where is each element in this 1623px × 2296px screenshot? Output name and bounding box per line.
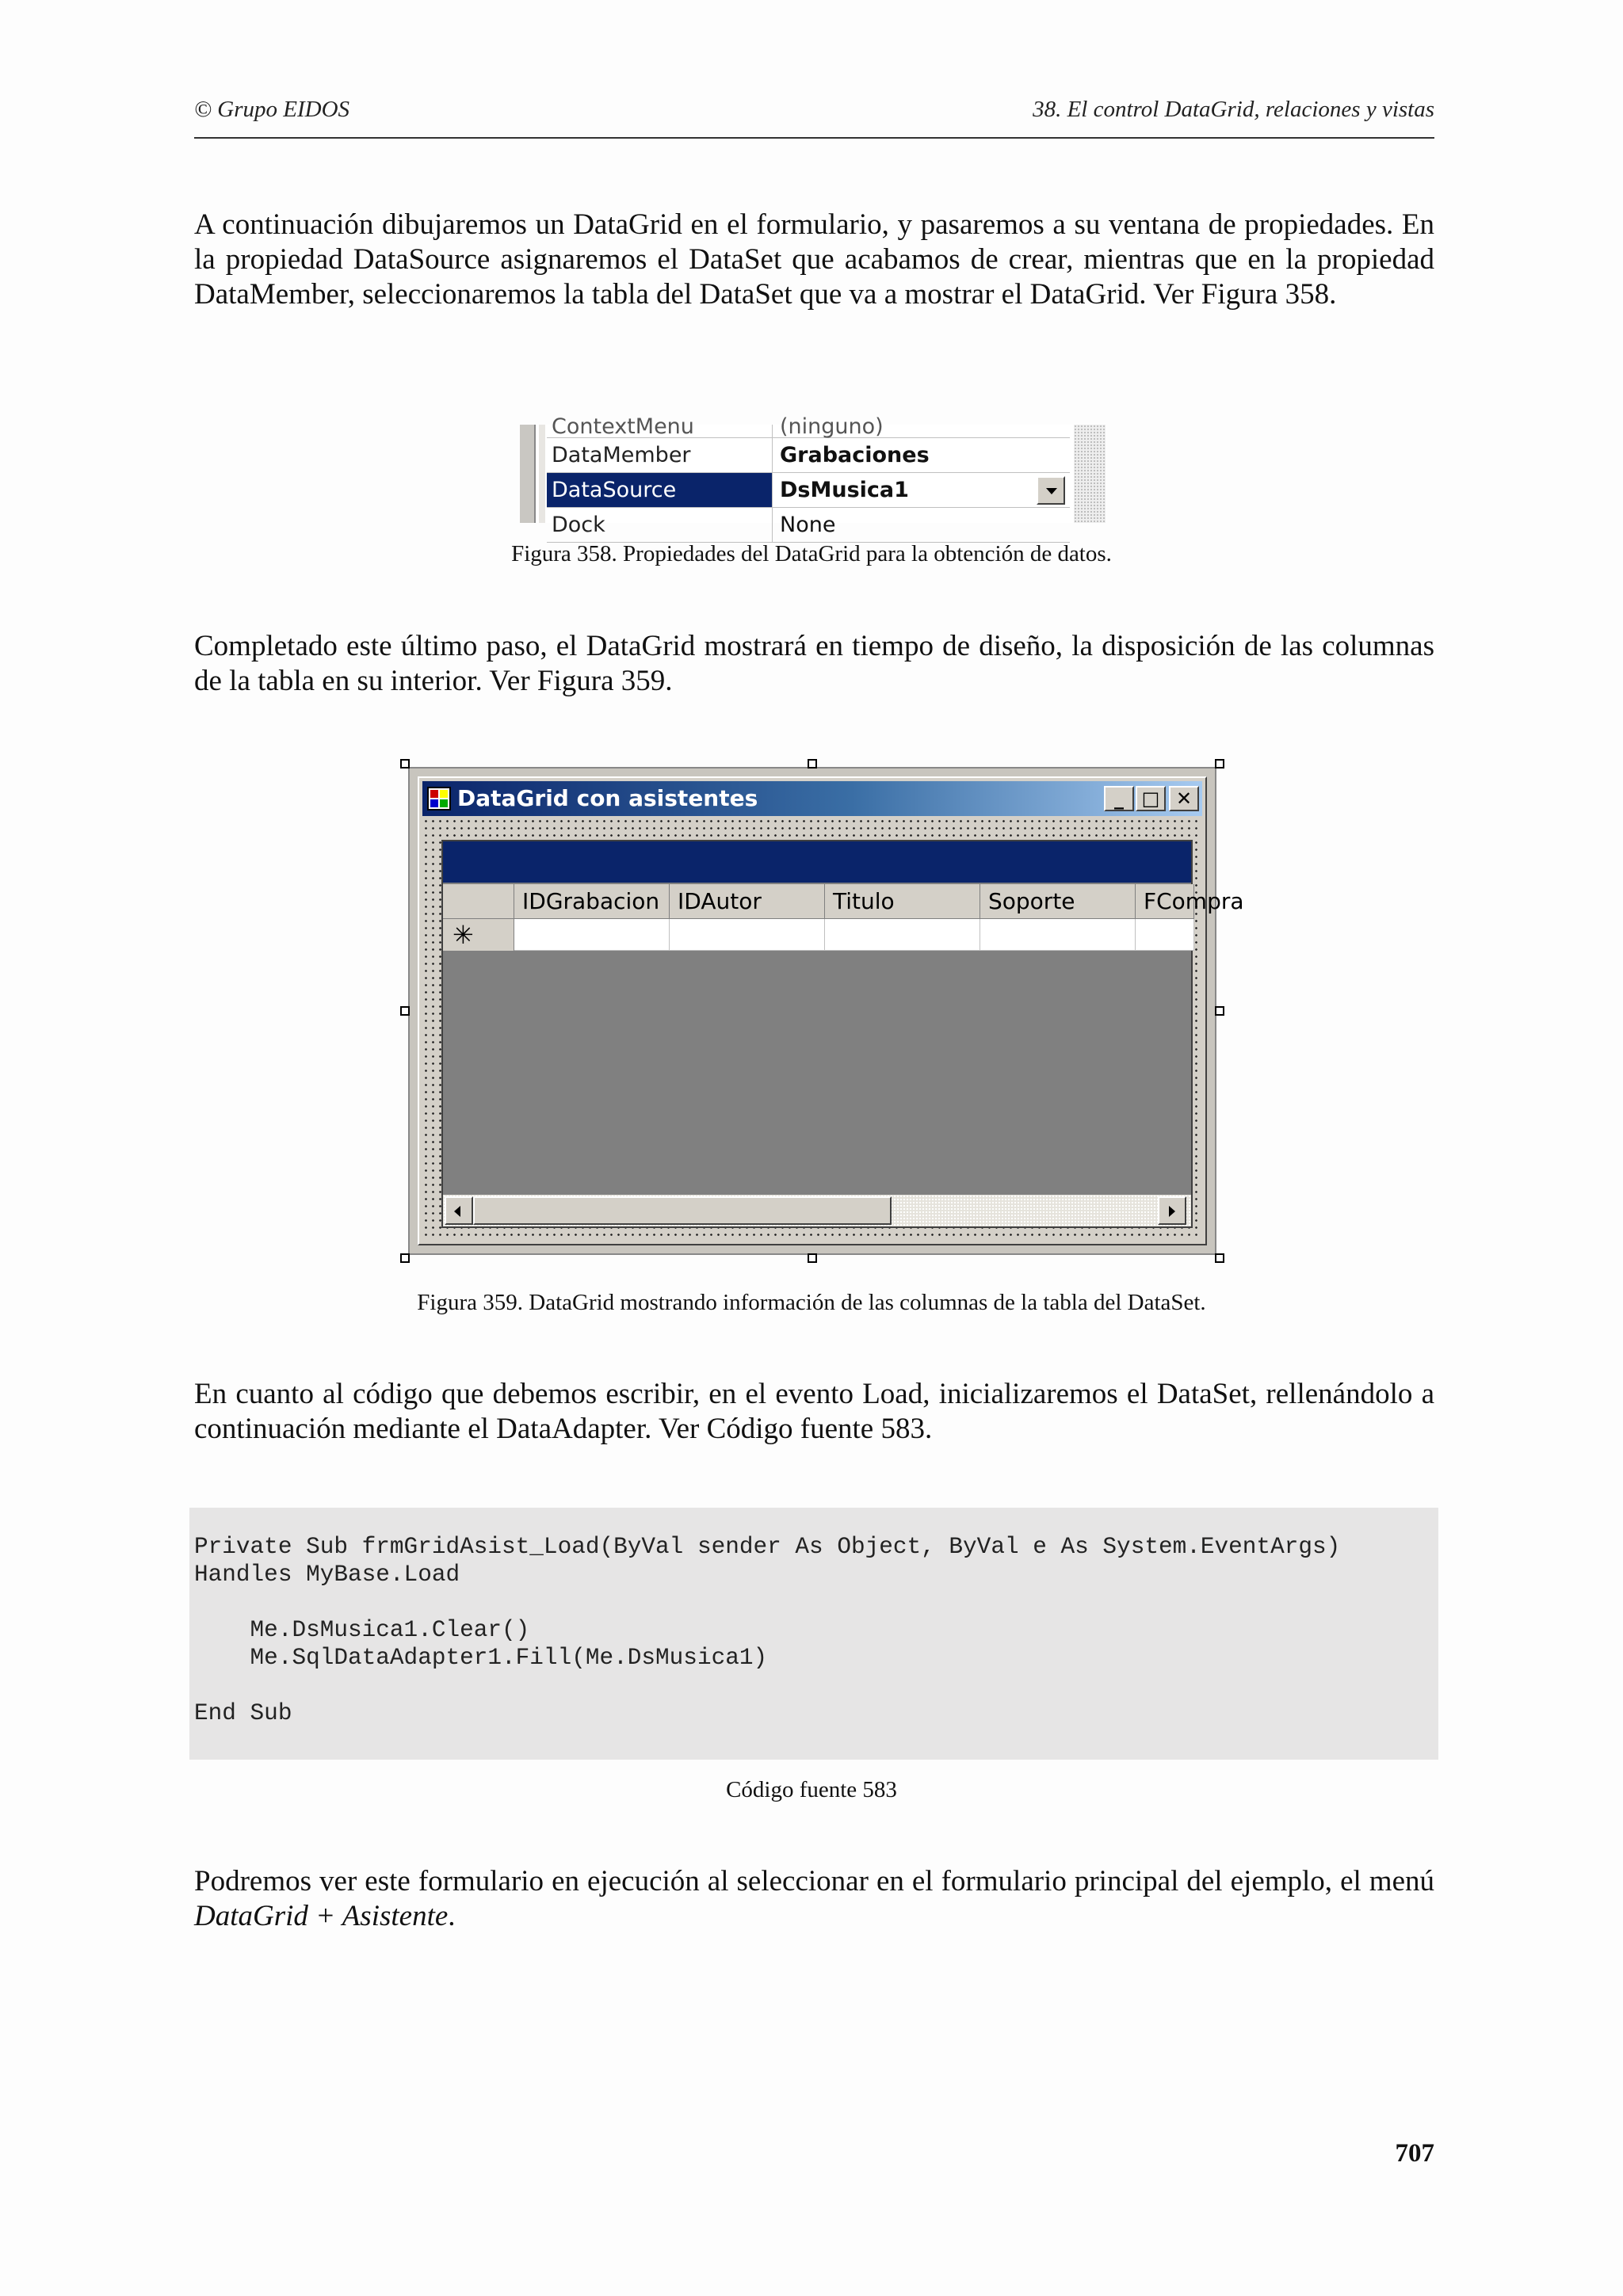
code-listing	[189, 1508, 1438, 1760]
datasource-dropdown-button[interactable]	[1037, 476, 1065, 505]
figure-358-properties-window	[520, 414, 1106, 537]
resize-handle-bottom-left[interactable]	[400, 1253, 410, 1263]
property-row-contextmenu[interactable]	[547, 414, 1070, 439]
property-value: None	[780, 513, 836, 537]
paragraph-code-intro: En cuanto al código que debemos escribir, en el evento Load, inicializaremos el DataSet, rellenándolo a continuación mediante el DataAdapter. Ver Código fuente 583.	[194, 1378, 1434, 1445]
new-row-marker: ✳	[443, 919, 514, 951]
figure-359-caption: Figura 359. DataGrid mostrando información de las columnas de la tabla del DataSet.	[417, 1290, 1206, 1315]
resize-handle-bottom[interactable]	[808, 1253, 817, 1263]
property-row-datasource[interactable]	[547, 473, 1070, 508]
grid-cell[interactable]	[670, 919, 825, 951]
datagrid-caption-bar	[443, 841, 1191, 883]
figure-359-datagrid-form	[400, 759, 1244, 1263]
grid-cell[interactable]	[514, 919, 670, 951]
column-header-soporte[interactable]: Soporte	[980, 884, 1136, 919]
scrollbar-thumb[interactable]	[473, 1196, 892, 1225]
property-value: DsMusica1	[780, 478, 909, 502]
header-right: 38. El control DataGrid, relaciones y vistas	[1033, 97, 1434, 122]
scroll-right-icon[interactable]	[1158, 1196, 1186, 1225]
resize-handle-right[interactable]	[1215, 1006, 1224, 1016]
property-grid-right-strip	[1074, 425, 1106, 523]
resize-handle-top-left[interactable]	[400, 759, 410, 769]
property-grid-margin	[539, 425, 545, 523]
property-name: ContextMenu	[547, 425, 773, 437]
form-window	[418, 776, 1244, 1245]
resize-handle-left[interactable]	[400, 1006, 410, 1016]
form-design-surface	[422, 818, 1244, 1241]
column-header-titulo[interactable]: Titulo	[825, 884, 980, 919]
code-text: Private Sub frmGridAsist_Load(ByVal sender As Object, ByVal e As System.EventArgs) Handles MyBase.Load Me.DsMusica1.Clear() Me.SqlDataAdapter1.Fill(Me.DsMusica1) End Sub	[194, 1534, 1341, 1726]
column-header-idgrabacion[interactable]: IDGrabacion	[514, 884, 670, 919]
property-row-datamember[interactable]	[547, 438, 1070, 473]
minimize-button[interactable]: _	[1104, 786, 1134, 811]
resize-handle-bottom-right[interactable]	[1215, 1253, 1224, 1263]
property-name: DataMember	[547, 438, 773, 472]
resize-handle-top[interactable]	[808, 759, 817, 769]
paragraph-design-time: Completado este último paso, el DataGrid mostrará en tiempo de diseño, la disposición de las columnas de la tabla en su interior. Ver Figura 359.	[194, 630, 1434, 697]
header-left: © Grupo EIDOS	[194, 97, 350, 122]
row-header-corner	[443, 884, 514, 919]
maximize-button[interactable]: □	[1136, 786, 1166, 811]
property-grid-left-strip	[520, 425, 536, 523]
paragraph-text: Podremos ver este formulario en ejecución al seleccionar en el formulario principal del ejemplo, el menú	[194, 1865, 1434, 1897]
form-title: DataGrid con asistentes	[457, 785, 758, 811]
form-titlebar[interactable]	[422, 781, 1202, 816]
header-rule	[194, 137, 1434, 139]
menu-path: DataGrid + Asistente	[194, 1900, 449, 1932]
paragraph-run-form	[194, 1864, 1434, 1934]
grid-cell[interactable]	[980, 919, 1136, 951]
close-button[interactable]: ✕	[1169, 786, 1199, 811]
grid-cell[interactable]	[825, 919, 980, 951]
code-caption: Código fuente 583	[726, 1777, 897, 1802]
property-row-dock[interactable]	[547, 508, 1070, 543]
scroll-left-icon[interactable]	[445, 1196, 473, 1225]
property-name: Dock	[547, 508, 773, 542]
paragraph-intro: A continuación dibujaremos un DataGrid en el formulario, y pasaremos a su ventana de propiedades. En la propiedad DataSource asignaremos el DataSet que acabamos de crear, mientras que en la propiedad DataMember, seleccionaremos la tabla del DataSet que va a mostrar el DataGrid. Ver Figura 358.	[194, 208, 1434, 311]
datagrid-control[interactable]	[441, 840, 1244, 1228]
property-name: DataSource	[547, 473, 773, 507]
property-value: Grabaciones	[780, 443, 930, 467]
figure-358-caption: Figura 358. Propiedades del DataGrid para la obtención de datos.	[511, 541, 1112, 566]
column-header-fcompra[interactable]: FCompra	[1136, 884, 1194, 919]
paragraph-end: .	[448, 1900, 456, 1932]
horizontal-scrollbar[interactable]	[443, 1195, 1191, 1226]
page-number: 707	[1395, 2139, 1434, 2168]
property-value: (ninguno)	[780, 414, 884, 439]
column-header-idautor[interactable]: IDAutor	[670, 884, 825, 919]
grid-cell[interactable]	[1136, 919, 1194, 951]
form-icon	[427, 787, 451, 810]
resize-handle-top-right[interactable]	[1215, 759, 1224, 769]
